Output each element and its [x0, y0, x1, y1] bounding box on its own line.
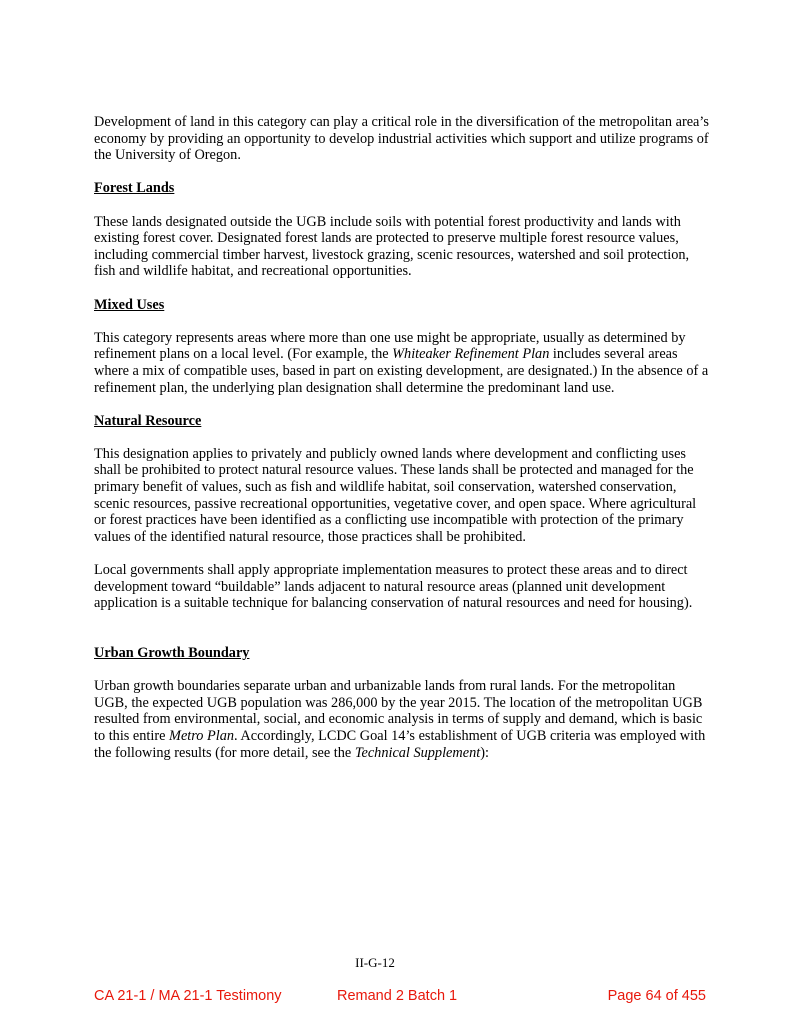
ugb-text-1: Urban growth boundaries separate urban and urbanizable lands from rural lands. For the metropolitan UGB, the expected UGB population was 286,000 by the year 2015. The location of the metropolitan UGB resulted from environmental, social, and economic analysis in terms of supply and demand, which is basic to this entire	[94, 678, 703, 744]
natural-resource-paragraph: This designation applies to privately and publicly owned lands where development and conflicting uses shall be prohibited to protect natural resource values. These lands shall be protected and managed for the primary benefit of values, such as fish and wildlife habitat, soil conservation, watershed conservation, scenic resources, passive recreational opportunities, vegetative cover, and open space. Where agricultural or forest practices have been identified as a conflicting use incompatible with protection of the primary values of the identified natural resource, those practices shall be prohibited.	[94, 445, 697, 545]
mixed-uses-heading: Mixed Uses	[94, 296, 165, 313]
mixed-uses-text-2: includes several areas where a mix of compatible uses, based in part on existing development, are designated.) In the absence of a refinement plan, the underlying plan designation shall determine the predominant land use.	[94, 346, 709, 396]
whiteaker-plan-title: Whiteaker Refinement Plan	[392, 346, 550, 363]
metro-plan-title: Metro Plan	[169, 727, 235, 744]
forest-lands-heading: Forest Lands	[94, 180, 175, 197]
mixed-uses-text-1: This category represents areas where more than one use might be appropriate, usually as determined by refinement plans on a local level. (For example, the	[94, 329, 686, 363]
natural-resource-paragraph-2: Local governments shall apply appropriate implementation measures to protect these areas and to direct development toward “buildable” lands adjacent to natural resource areas (planned unit development application is a suitable technique for balancing conservation of natural resources and need for housing).	[94, 562, 693, 612]
page-number: II-G-12	[355, 955, 395, 970]
urban-growth-boundary-paragraph	[94, 678, 710, 761]
urban-growth-boundary-heading: Urban Growth Boundary	[94, 645, 250, 661]
forest-lands-paragraph: These lands designated outside the UGB include soils with potential forest productivity and lands with existing forest cover. Designated forest lands are protected to preserve multiple forest resource values, including commercial timber harvest, livestock grazing, scenic resources, watershed and soil protection, fish and wildlife habitat, and recreational opportunities.	[94, 213, 690, 280]
mixed-uses-paragraph	[94, 330, 710, 396]
document-body	[94, 114, 710, 761]
footer-testimony-label: CA 21-1 / MA 21-1 Testimony	[94, 988, 282, 1004]
natural-resource-heading: Natural Resource	[94, 412, 202, 429]
intro-paragraph: Development of land in this category can play a critical role in the diversification of the metropolitan area’s economy by providing an opportunity to develop industrial activities which support and utilize programs of the University of Oregon.	[94, 114, 709, 164]
ugb-text-2: . Accordingly, LCDC Goal 14’s establishment of UGB criteria was employed with the following results (for more detail, see the	[94, 727, 706, 761]
footer-batch-label: Remand 2 Batch 1	[337, 988, 458, 1004]
ugb-text-3: ):	[480, 744, 489, 761]
technical-supplement-title: Technical Supplement	[354, 744, 481, 761]
footer-page-count: Page 64 of 455	[607, 988, 706, 1004]
